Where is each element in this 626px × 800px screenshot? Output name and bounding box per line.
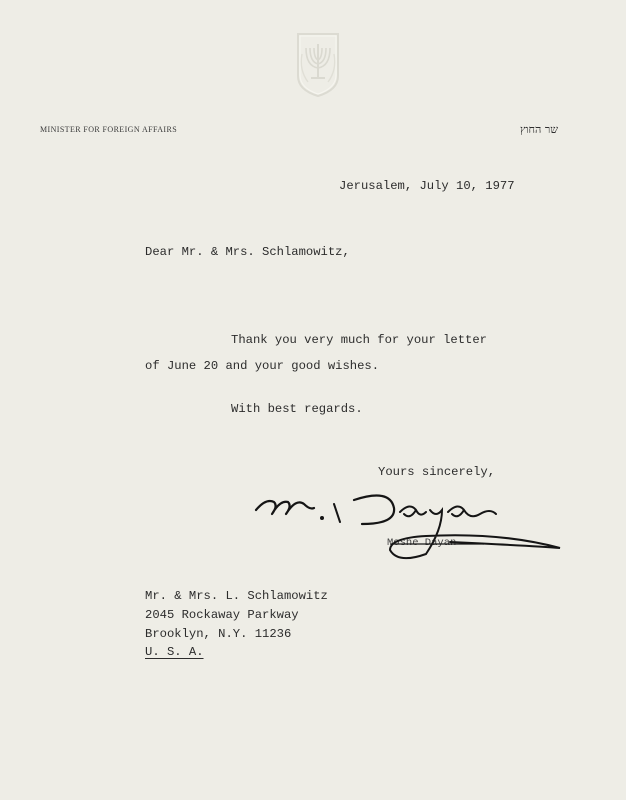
handwritten-signature [250, 488, 570, 566]
closing: Yours sincerely, [378, 465, 496, 479]
letterhead-title-english: MINISTER FOR FOREIGN AFFAIRS [40, 125, 178, 134]
typed-signatory-name: Moshe Dayan [387, 537, 457, 549]
body-line-2: of June 20 and your good wishes. [145, 359, 380, 373]
address-line-3: Brooklyn, N.Y. 11236 [145, 627, 292, 641]
body-line-1: Thank you very much for your letter [231, 333, 487, 347]
address-line-4: U. S. A. [145, 645, 204, 659]
date-line: Jerusalem, July 10, 1977 [339, 179, 515, 193]
emblem-icon [290, 30, 346, 98]
salutation: Dear Mr. & Mrs. Schlamowitz, [145, 245, 350, 259]
address-line-2: 2045 Rockaway Parkway [145, 608, 299, 622]
body-line-3: With best regards. [231, 402, 363, 416]
letterhead-title-hebrew: שר החוץ [520, 123, 559, 136]
address-line-1: Mr. & Mrs. L. Schlamowitz [145, 589, 328, 603]
